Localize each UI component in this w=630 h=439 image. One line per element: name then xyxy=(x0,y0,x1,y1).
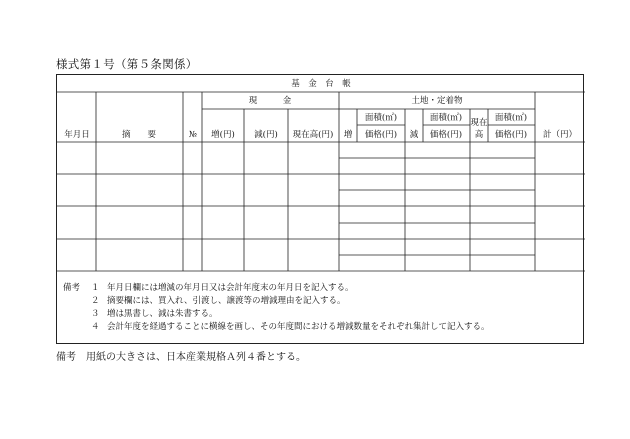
remark-text: 増は黒書し、減は朱書する。 xyxy=(107,309,218,319)
remark-text: 年月日欄には増減の年月日又は会計年度末の年月日を記入する。 xyxy=(107,283,354,293)
current-header-top: 現在 xyxy=(470,118,488,128)
area-header-2: 面積(㎡) xyxy=(429,113,463,123)
summary-header: 摘 要 xyxy=(121,130,157,140)
cash-decrease-header: 減(円) xyxy=(254,130,278,140)
no-header: № xyxy=(188,130,198,140)
remark-number: ３ xyxy=(91,309,100,319)
remark-text: 摘要欄には、買入れ、引渡し、譲渡等の増減理由を記入する。 xyxy=(107,296,346,306)
remark-number: ２ xyxy=(91,296,100,306)
fund-ledger-table xyxy=(56,74,584,344)
price-header-1: 価格(円) xyxy=(364,130,398,140)
remark-text: 会計年度を経過することに横線を画し、その年度間における増減数量をそれぞれ集計して記入する。 xyxy=(107,322,490,332)
remark-number: ４ xyxy=(91,322,100,332)
area-header-1: 面積(㎡) xyxy=(364,113,398,123)
remarks-label: 備考 xyxy=(63,283,81,293)
price-header-2: 価格(円) xyxy=(429,130,463,140)
area-header-3: 面積(㎡) xyxy=(494,113,528,123)
cash-balance-header: 現在高(円) xyxy=(292,130,334,140)
land-group-header: 土地・定着物 xyxy=(411,96,463,106)
land-increase-header: 増 xyxy=(343,130,353,140)
form-number: 様式第１号（第５条関係） xyxy=(56,57,198,71)
current-header-bottom: 高 xyxy=(474,130,484,140)
remark-number: １ xyxy=(91,283,100,293)
footer-label: 備考 xyxy=(56,352,76,363)
total-header: 計（円） xyxy=(542,130,578,140)
ledger-title: 基 金 台 帳 xyxy=(291,79,351,89)
cash-increase-header: 増(円) xyxy=(211,130,235,140)
price-header-3: 価格(円) xyxy=(494,130,528,140)
land-decrease-header: 減 xyxy=(409,130,419,140)
footer-note xyxy=(56,348,306,363)
cash-group-header: 現 金 xyxy=(248,96,292,106)
date-header: 年月日 xyxy=(64,130,90,140)
footer-text: 用紙の大きさは、日本産業規格Ａ列４番とする。 xyxy=(86,352,306,363)
